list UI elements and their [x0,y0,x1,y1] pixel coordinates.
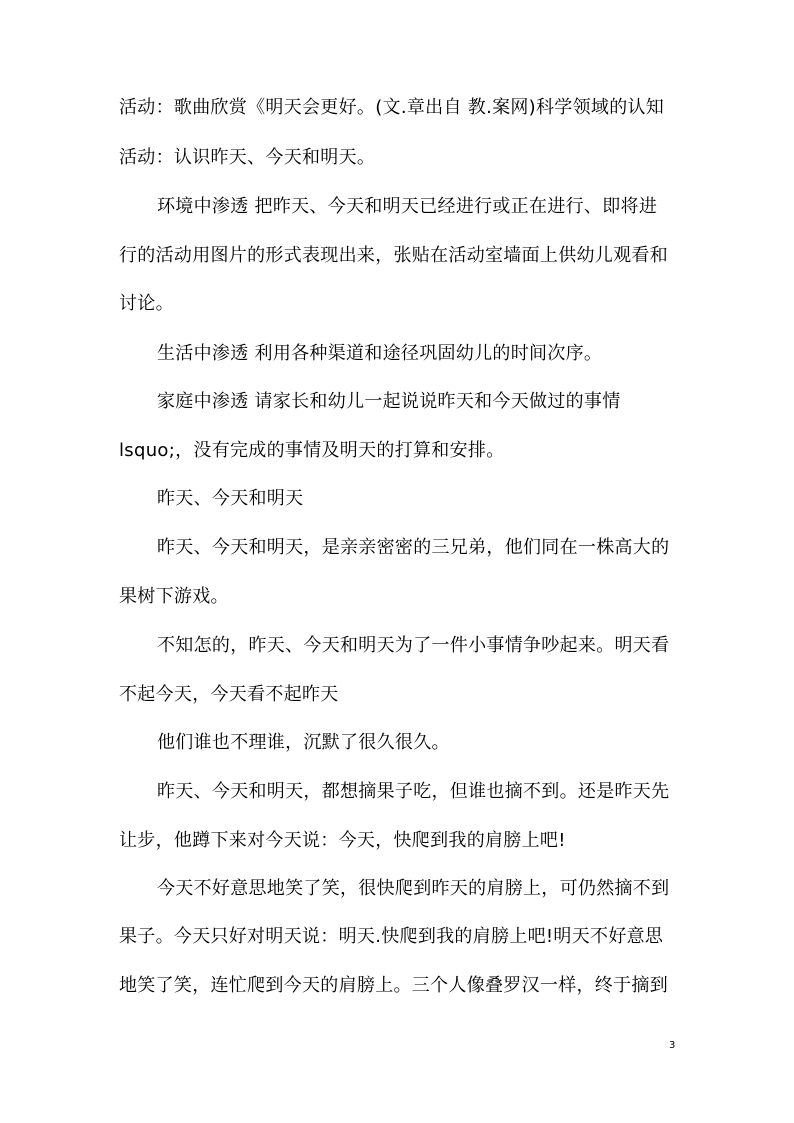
page-number: 3 [669,1040,676,1051]
text-line-14: 他们谁也不理谁，沉默了很久很久。 [157,732,450,753]
text-line-6: 生活中渗透 利用各种渠道和途径巩固幼儿的时间次序。 [157,343,603,364]
text-line-4: 行的活动用图片的形式表现出来，张贴在活动室墙面上供幼儿观看和 [119,245,668,266]
text-line-2: 活动：认识昨天、今天和明天。 [119,147,376,168]
text-line-16: 让步，他蹲下来对今天说：今天，快爬到我的肩膀上吧! [119,830,566,851]
text-line-18: 果子。今天只好对明天说：明天.快爬到我的肩膀上吧!明天不好意思 [119,926,664,947]
text-line-15: 昨天、今天和明天，都想摘果子吃，但谁也摘不到。还是昨天先 [157,781,670,802]
text-line-7: 家庭中渗透 请家长和幼儿一起说说昨天和今天做过的事情 [157,391,621,412]
text-line-19: 地笑了笑，连忙爬到今天的肩膀上。三个人像叠罗汉一样，终于摘到 [119,975,668,996]
text-line-8: lsquo;，没有完成的事情及明天的打算和安排。 [119,440,505,461]
text-line-12: 不知怎的，昨天、今天和明天为了一件小事情争吵起来。明天看 [157,635,670,656]
text-line-3: 环境中渗透 把昨天、今天和明天已经进行或正在进行、即将进 [157,196,658,217]
text-line-11: 果树下游戏。 [119,586,229,607]
text-line-1: 活动：歌曲欣赏《明天会更好。(文.章出自 教.案网)科学领域的认知 [119,97,665,118]
text-line-9: 昨天、今天和明天 [157,488,304,509]
text-line-17: 今天不好意思地笑了笑，很快爬到昨天的肩膀上，可仍然摘不到 [157,878,670,899]
text-line-10: 昨天、今天和明天，是亲亲密密的三兄弟，他们同在一株高大的 [157,537,670,558]
text-line-13: 不起今天，今天看不起昨天 [119,684,339,705]
text-line-5: 讨论。 [119,293,174,314]
